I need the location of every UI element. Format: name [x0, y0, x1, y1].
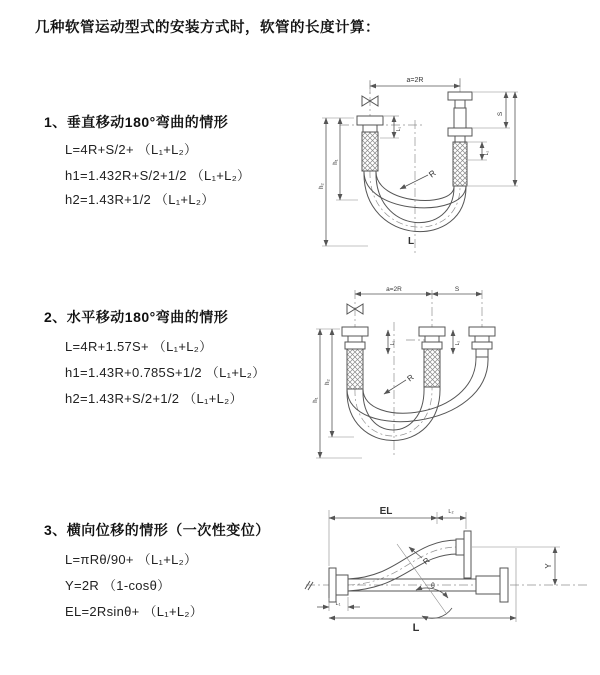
- section-1-formula-h2: h2=1.43R+1/2 （L₁+L₂）: [65, 192, 215, 207]
- dim-label-h1: h₁: [313, 397, 319, 403]
- dim-label-l1: L₁: [396, 126, 402, 132]
- length-label: L: [412, 622, 420, 634]
- section-2-formula-h1: h1=1.43R+0.785S+1/2 （L₁+L₂）: [65, 365, 266, 380]
- flange-right: [476, 568, 508, 602]
- diagram-vertical-180-bend: [310, 68, 590, 258]
- length-label: L: [407, 236, 415, 247]
- section-2-formula-L: L=4R+1.57S+ （L₁+L₂）: [65, 339, 213, 354]
- dim-label-l2: L₂: [484, 150, 490, 156]
- radius-label: R: [421, 555, 432, 567]
- section-3-heading: 3、横向位移的情形（一次性变位）: [44, 522, 270, 538]
- hose-fitting-left: [342, 327, 368, 389]
- section-1-formula-h1: h1=1.432R+S/2+1/2 （L₁+L₂）: [65, 168, 251, 183]
- centerline-break-icon: [305, 581, 313, 590]
- dim-label-y: Y: [544, 563, 553, 569]
- dim-label-l1: L₁: [335, 601, 341, 607]
- dim-label-el: EL: [379, 506, 393, 517]
- section-2-heading: 2、水平移动180°弯曲的情形: [44, 309, 229, 325]
- dim-label-h2: h₂: [325, 379, 331, 385]
- dim-label-l2: L₂: [455, 340, 461, 346]
- flange-upper: [456, 531, 471, 578]
- dim-label-s: S: [497, 111, 504, 117]
- hose-fitting-right: [469, 327, 495, 357]
- radius-label: R: [405, 372, 416, 384]
- page-title: 几种软管运动型式的安装方式时，软管的长度计算：: [35, 20, 380, 36]
- section-3-formula-L: L=πRθ/90+ （L₁+L₂）: [65, 552, 198, 567]
- angle-theta-label: θ: [431, 583, 435, 590]
- radius-label: R: [426, 167, 438, 180]
- dim-label-l2: L₂: [448, 509, 454, 515]
- dim-label-a2r: a=2R: [386, 286, 402, 293]
- hose-fitting-left: [357, 116, 383, 171]
- section-3-formula-Y: Y=2R （1-cosθ）: [65, 578, 171, 593]
- dim-label-a2r: a=2R: [406, 77, 424, 84]
- diagram-lateral-displacement: [300, 498, 600, 643]
- section-2-formula-h2: h2=1.43R+S/2+1/2 （L₁+L₂）: [65, 391, 243, 406]
- hose-fitting-right: [448, 92, 472, 186]
- dim-label-l1: L₁: [390, 340, 396, 346]
- section-3-formula-EL: EL=2Rsinθ+ （L₁+L₂）: [65, 604, 204, 619]
- section-1-heading: 1、垂直移动180°弯曲的情形: [44, 114, 229, 130]
- flange-left: [329, 568, 348, 602]
- dim-label-h2: h₂: [319, 183, 325, 189]
- hose-fitting-middle: [419, 327, 445, 387]
- dim-label-h1: h₁: [333, 159, 339, 165]
- dim-label-s: S: [454, 286, 460, 293]
- diagram-horizontal-180-bend: [310, 282, 590, 462]
- section-1-formula-L: L=4R+S/2+ （L₁+L₂）: [65, 142, 198, 157]
